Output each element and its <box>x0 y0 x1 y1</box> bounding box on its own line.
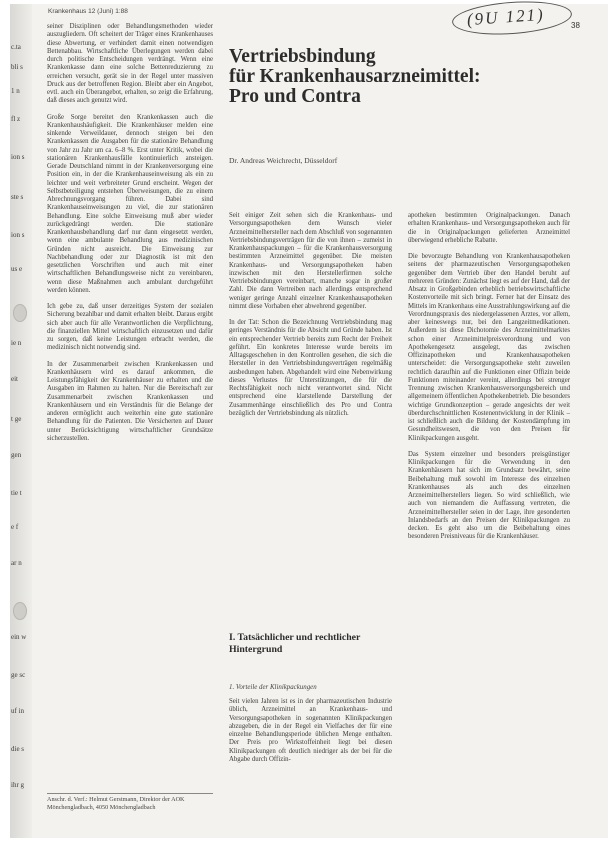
subsection-heading: 1. Vorteile der Klinikpackungen <box>229 684 317 691</box>
margin-fragment: 1 n <box>11 87 20 95</box>
margin-fragment: us e <box>11 265 23 273</box>
title-line: Vertriebsbindung <box>229 46 376 67</box>
paragraph: Seit einiger Zeit sehen sich die Krankenhaus- und Versorgungsapotheken dem Wunsch vieler Arzneimittelhersteller nach dem Abschluß von sogenannten Vertriebsbindungsverträgen für die von ihnen – zumeist in Krankenhauspackungen – für die Krankenhausversorgung bestimmten Arzneimittel gegenüber. Die meisten Krankenhaus- und Versorgungsapotheken haben inzwischen mit den Herstellerfirmen solche Vertriebsbindungen vereinbart, manche sogar in großer Zahl. Die dann Vertreiben nach allerdings entsprechend weniger geringe Anzahl einzelner Krankenhausapotheken nimmt diese Vorhaben eher abwehrend gegenüber. <box>229 212 392 310</box>
margin-fragment: fl z <box>11 115 21 123</box>
margin-fragment: t ge <box>11 415 22 423</box>
margin-fragment: ion s <box>11 153 25 161</box>
page-number: 38 <box>571 21 580 30</box>
margin-fragment: ihr g <box>11 781 25 789</box>
paragraph: seiner Disziplinen oder Behandlungsmethoden wieder auszugliedern. Oft scheitert der Träger eines Krankenhauses diese Abwertung, er verhindert damit einen notwendigen Bettenabbau. Wirtschaftliche Überlegungen werden dabei durch politische Entscheidungen verdrängt. Wenn eine Krankenkasse dann eine solche Bettenreduzierung zu erreichen versucht, gerät sie in der Regel unter massiven Druck aus der betroffenen Region. Bleibt aber ein Angebot, evtl. auch ein Überangebot, erhalten, so zeigt die Erfahrung, daß dieses auch genutzt wird. <box>47 23 213 105</box>
handwritten-note <box>451 0 573 38</box>
margin-fragment: ge sc <box>11 671 26 679</box>
margin-fragment: c.ta <box>11 43 21 51</box>
margin-fragment: uf in <box>11 707 25 715</box>
margin-fragment: eit <box>11 375 18 383</box>
paragraph: Das System einzelner und besonders preisgünstiger Klinikpackungen für die Verwendung in den Krankenhäusern hat sich im Grundsatz bewährt, seine Beibehaltung muß sowohl im Interesse des einzelnen Krankenhauses als auch des einzelnen Arzneimittelherstellers liegen. So wird schließlich, wie auch von niemandem die Auffassung vertreten, die Arzneimittelhersteller seien in der Lage, ihre gesonderten Inlandsbedarfs an den Preisen der Klinikpackungen zu decken. Es geht also um die Beibehaltung eines besonderen Preisniveaus für die Krankenhäuser. <box>408 450 570 541</box>
handwritten-note-text: (9U 121) <box>466 4 546 30</box>
footnote-rule <box>47 793 213 794</box>
margin-fragment: e f <box>11 523 19 531</box>
middle-column-continued <box>229 698 392 764</box>
middle-column <box>229 212 392 418</box>
paragraph: In der Zusammenarbeit zwischen Krankenkassen und Krankenhäusern wird es darauf ankommen, die Leistungsfähigkeit der Krankenhäuser zu erhalten und die Ausgaben im Rahmen zu halten. Nur die Bereitschaft zur Zusammenarbeit zwischen Krankenkassen und Krankenhäusern und ein Verständnis für die Belange der anderen ermöglicht auch weiterhin eine gute stationäre Behandlung für die Patienten. Die Versicherten auf Dauer unter Berücksichtigung wirtschaftlicher Grundsätze sicherzustellen. <box>47 360 213 442</box>
margin-fragment: gen <box>11 451 22 459</box>
title-line: für Krankenhausarzneimittel: <box>229 66 481 87</box>
paragraph: Ich gebe zu, daß unser derzeitiges System der sozialen Sicherung bezahlbar und damit erhalten bleibt. Daraus ergibt sich aber auch für alle Verantwortlichen die Verpflichtung, die finanziellen Mittel wirtschaftlich einzusetzen und dafür zu sorgen, daß keine Leistungen erbracht werden, die medizinisch nicht notwendig sind. <box>47 303 213 352</box>
punch-hole <box>13 304 27 322</box>
paragraph: In der Tat: Schon die Bezeichnung Vertriebsbindung mag geringes Verständnis für die Absicht und Gründe haben. Ist ein entsprechender Vertrieb bereits zum Recht der Freiheit geführt. Ein konkretes Interesse wurde bereits im Alltagsgeschehen in den Kontrollen gesehen, die sich die Hersteller in den Vertriebsbindungsverträgen regelmäßig ausbedungen haben. Abgehandelt wird eine Nebenwirkung dieses Verlustes für Unterstützungen, die für die Rechtsfähigkeit noch nicht verantwortet sind. Nicht entsprechend eine klarstellende Darstellung der Zusammenhänge einschließlich des Pro und Contra bezüglich der Vertriebsbindung als nützlich. <box>229 319 392 417</box>
margin-fragment: die s <box>11 745 25 753</box>
article-title <box>229 47 569 107</box>
section-heading: I. Tatsächlicher und rechtlicher Hintergrund <box>229 632 361 655</box>
punch-hole <box>13 602 27 620</box>
author-line: Dr. Andreas Weichrecht, Düsseldorf <box>229 156 338 165</box>
right-column <box>408 212 570 542</box>
margin-fragment: ar n <box>11 559 22 567</box>
paragraph: Die bevorzugte Behandlung von Krankenhausapotheken seitens der pharmazeutischen Versorgungsapotheken gegenüber dem Vertrieb über den Handel beruht auf mehreren Gründen: Zunächst liegt es auf der Hand, daß der Absatz in Großgebinden erheblich betriebswirtschaftliche Kostenvorteile mit sich bringt. Ferner hat der Einsatz des Mittels im Krankenhaus eine Ausstrahlungswirkung auf die Verordnungspraxis des niedergelassenen Arztes, vor allem, aber keineswegs nur, bei den Langzeitmedikationen. Außerdem ist diese Dichotomie des Arzneimittelmarktes schon einer Arzneimittelpreisverordnung und von Apothekengesetz ausgelegt, das zwischen Offizinapotheken und Krankenhausapotheken unterscheidet: die Versorgungsapotheke steht zuweilen rechtlich daraufhin auf die Funktionen einer Offizin beide Funktionen miteinander vereint, allerdings bei strenger Trennung zwischen Krankenhausversorgungsbereich und allgemeinem öffentlichen Apothekenbetrieb. Die besonders wichtige Grundkonzeption – gerade angesichts der weit überdurchschnittlichen Kostenentwicklung in der Klinik – ist schließlich auch die Bildung der Kostendämpfung im Gesundheitswesen, die von den Preisen für Klinikpackungen ausgeht. <box>408 253 570 442</box>
margin-fragment: ste s <box>11 193 24 201</box>
author-address-footnote: Anschr. d. Verf.: Helmut Gerstmann, Direktor der AOK Mönchengladbach, 4050 Mönchengladbach <box>47 796 185 811</box>
margin-fragment: ein w <box>11 633 27 641</box>
paragraph: apotheken bestimmten Originalpackungen. Danach erhalten Krankenhaus- und Versorgungsapotheken auch für die in Originalpackungen gelieferten Arzneimittel überwiegend erhebliche Rabatte. <box>408 212 570 244</box>
scanned-page <box>10 4 608 838</box>
title-line: Pro und Contra <box>229 86 361 107</box>
binding-margin <box>10 4 32 838</box>
running-head: Krankenhaus 12 (Juni) 1:88 <box>48 8 128 15</box>
paragraph: Große Sorge bereitet den Krankenkassen auch die Krankenhaushäufigkeit. Die Krankenhäuser melden eine sinkende Verweildauer, dennoch steigen bei den Krankenkassen die Ausgaben für die stationäre Behandlung von Jahr zu Jahr um ca. 6–8 %. Erst unter Kritik, wobei die stationären Krankenhausfälle kontinuierlich ansteigen. Gerade Deutschland nimmt in der Krankenversorgung eine Position ein, in der die Krankenhauseinweisung als ein zu leichter und weit verbreiteter Grund erscheint. Wegen der Selbstbeteiligung entstehen Überweisungen, die zu einem Abrechnungsvorgang führen. Dabei sind Krankenhauseinweisungen zu viel, die zur stationären Behandlung. Eine solche Einweisung muß aber wieder zurückgedrängt werden. Die stationäre Krankenhausbehandlung darf nur dann eingesetzt werden, wenn eine ambulante Behandlung aus medizinischen Gründen nicht ausreicht. Die Einweisung zur Nachbehandlung oder zur Diagnostik ist mit den gesetzlichen Vorschriften und auch mit einer wirtschaftlichen Behandlungsweise nicht zu vereinbaren, wenn diese Maßnahmen auch ambulant durchgeführt werden können. <box>47 113 213 294</box>
margin-fragment: ion s <box>11 231 25 239</box>
margin-fragment: tie t <box>11 489 22 497</box>
margin-fragment: bli s <box>11 63 23 71</box>
margin-fragment: ie n <box>11 339 22 347</box>
left-column <box>47 23 213 443</box>
paragraph: Seit vielen Jahren ist es in der pharmazeutischen Industrie üblich, Arzneimittel an Krankenhaus- und Versorgungsapotheken in sogenannten Klinikpackungen abzugeben, die in der Regel ein Vielfaches der für eine einzelne Behandlungsperiode üblichen Menge enthalten. Der Preis pro Wirkstoffeinheit liegt bei diesen Klinikpackungen oft deutlich niedriger als der bei für die Abgabe durch Offizin- <box>229 698 392 763</box>
